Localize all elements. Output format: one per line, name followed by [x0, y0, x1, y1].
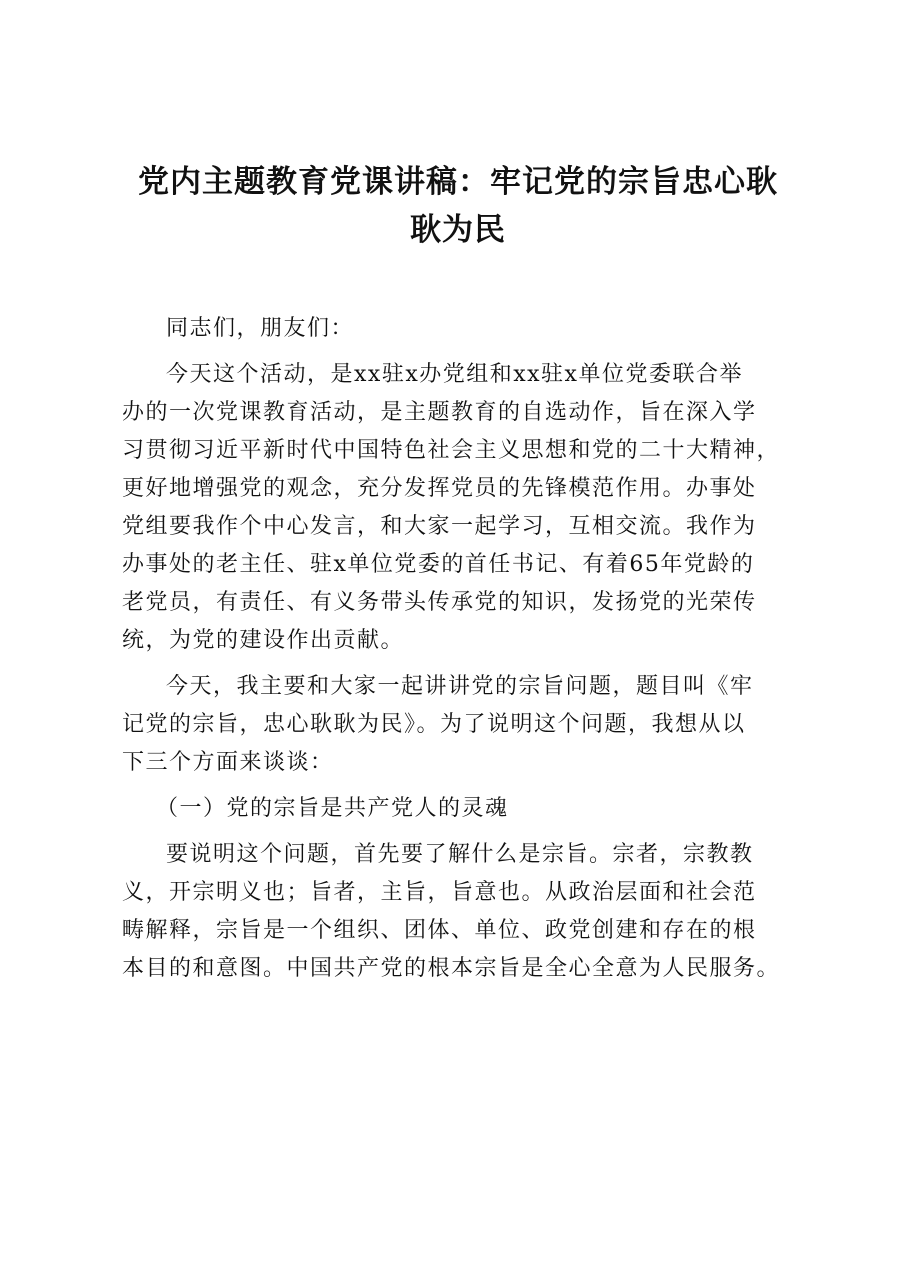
section-heading: （一）党的宗旨是共产党人的灵魂 — [156, 796, 509, 821]
paragraph-3-line: 本目的和意图。中国共产党的根本宗旨是全心全意为人民服务。 — [122, 956, 781, 981]
paragraph-1-line: 更好地增强党的观念，充分发挥党员的先锋模范作用。办事处 — [122, 476, 757, 501]
title-line-1: 党内主题教育党课讲稿：牢记党的宗旨忠心耿 — [138, 164, 778, 200]
greeting-text: 同志们，朋友们： — [166, 316, 355, 341]
paragraph-1-line: 习贯彻习近平新时代中国特色社会主义思想和党的二十大精神， — [122, 438, 781, 463]
paragraph-2-line: 记党的宗旨，忠心耿耿为民》。为了说明这个问题，我想从以 — [122, 712, 746, 737]
paragraph-3-line: 义，开宗明义也；旨者，主旨，旨意也。从政治层面和社会范 — [122, 880, 757, 905]
paragraph-1-line: 老党员，有责任、有义务带头传承党的知识，发扬党的光荣传 — [122, 590, 757, 615]
paragraph-2-line: 下三个方面来谈谈： — [122, 750, 334, 775]
paragraph-3-line: 要说明这个问题，首先要了解什么是宗旨。宗者，宗教教 — [166, 842, 754, 867]
paragraph-1-line: 今天这个活动，是xx驻x办党组和xx驻x单位党委联合举 — [166, 362, 743, 387]
paragraph-1-line: 党组要我作个中心发言，和大家一起学习，互相交流。我作为 — [122, 514, 757, 539]
paragraph-2 — [122, 668, 802, 782]
paragraph-2-line: 今天，我主要和大家一起讲讲党的宗旨问题，题目叫《牢 — [166, 674, 754, 699]
document-title — [118, 158, 798, 254]
paragraph-1-line: 办事处的老主任、驻x单位党委的首任书记、有着65年党龄的 — [122, 552, 755, 577]
paragraph-1 — [122, 356, 802, 660]
paragraph-3 — [122, 836, 802, 988]
paragraph-1-line: 统，为党的建设作出贡献。 — [122, 628, 405, 653]
document-body — [122, 310, 802, 996]
paragraph-3-line: 畴解释，宗旨是一个组织、团体、单位、政党创建和存在的根 — [122, 918, 757, 943]
title-line-2: 耿为民 — [410, 212, 506, 248]
paragraph-1-line: 办的一次党课教育活动，是主题教育的自选动作，旨在深入学 — [122, 400, 757, 425]
greeting — [122, 310, 802, 348]
